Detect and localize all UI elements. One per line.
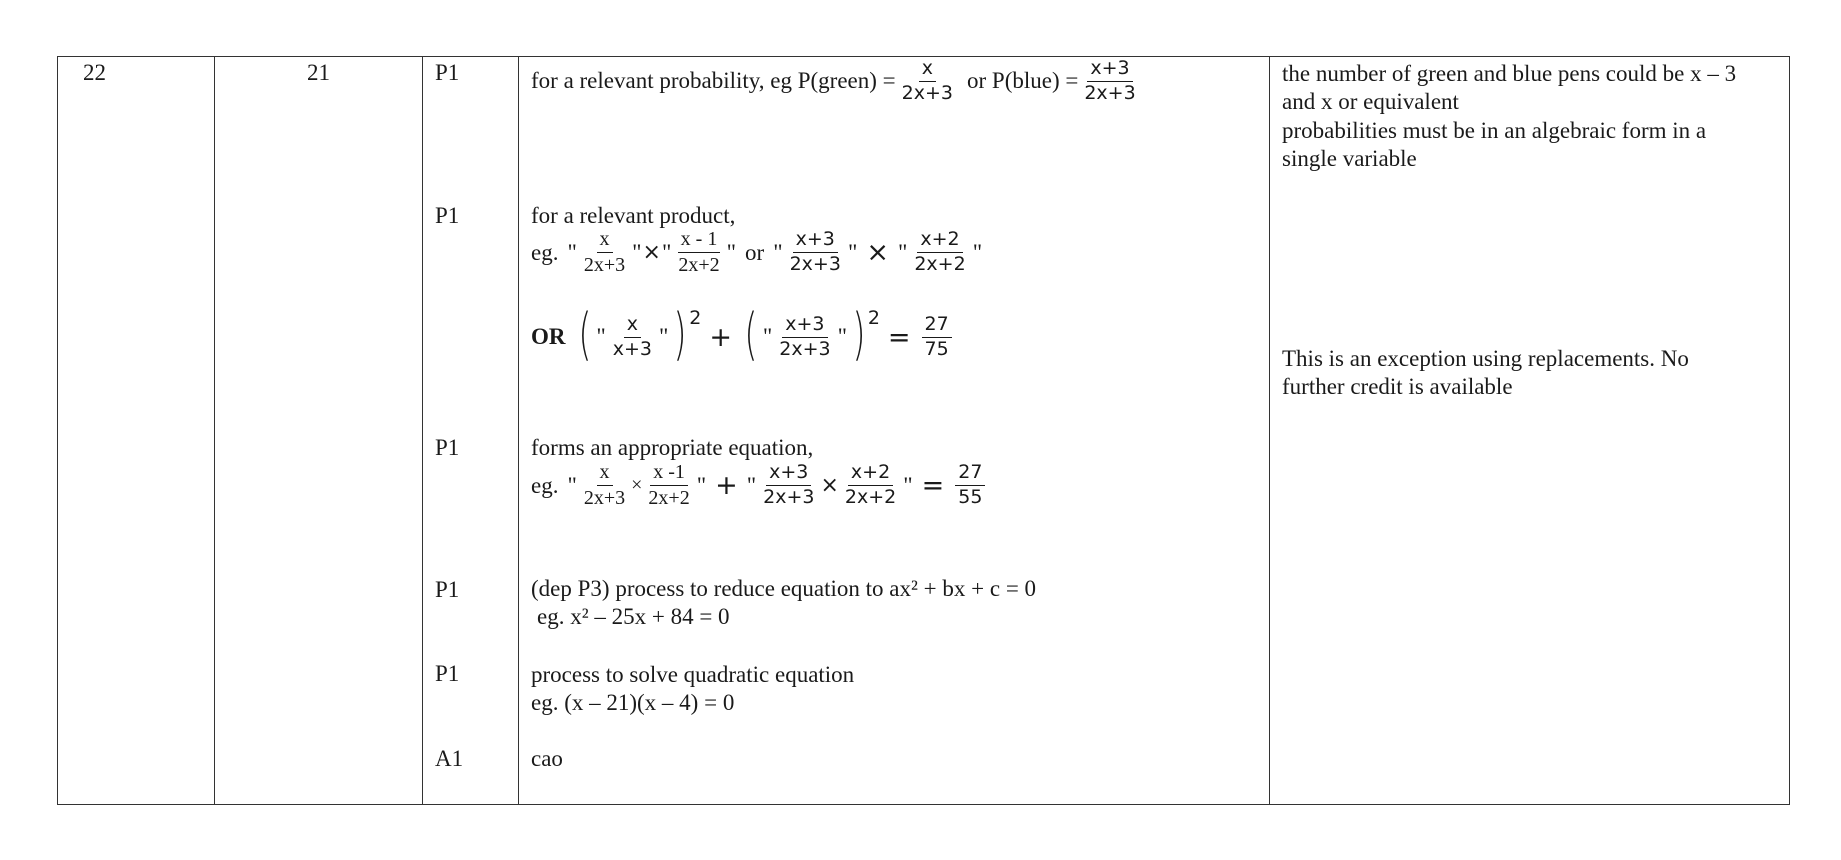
answer-value: 21 [307, 60, 330, 85]
reduce-equation-line: (dep P3) process to reduce equation to ax² + bx + c = 0 [531, 576, 1037, 601]
fraction-blue [1081, 59, 1138, 104]
result-fraction [922, 312, 952, 360]
fraction-denominator: x+3 [612, 337, 653, 360]
fraction [776, 312, 833, 360]
fraction-numerator: x+3 [793, 230, 838, 253]
solve-quadratic-example: eg. (x – 21)(x – 4) = 0 [531, 690, 735, 716]
mark-scheme-table [57, 56, 1790, 805]
working-cell [519, 57, 1270, 805]
mark-code: P1 [435, 203, 460, 228]
quote-mark: " [773, 239, 783, 265]
note-line: single variable [1282, 145, 1417, 171]
probability-expression [531, 59, 1142, 104]
open-paren: ( [577, 302, 591, 367]
power: 2 [867, 307, 880, 329]
fraction-numerator: x -1 [650, 462, 688, 486]
power: 2 [689, 307, 702, 329]
fraction-denominator: 2x+3 [779, 337, 831, 360]
question-number-cell [58, 57, 215, 805]
times-sign: × [631, 474, 643, 496]
eg-label: eg. [531, 472, 559, 498]
close-paren: ) [673, 302, 687, 367]
mark-cell [423, 57, 519, 805]
quote-mark: " [837, 324, 847, 349]
fraction-denominator: 2x+2 [648, 487, 690, 509]
fraction [760, 463, 817, 508]
quote-mark: " [567, 472, 577, 498]
mark-code: P1 [435, 577, 460, 602]
equals-sign: = [887, 321, 911, 353]
mark-code: P1 [435, 435, 460, 460]
fraction-denominator: 2x+3 [1084, 81, 1136, 104]
mark-code: P1 [435, 60, 460, 85]
open-paren: ( [744, 302, 758, 367]
times-sign: × [642, 240, 661, 265]
fraction-numerator: x [624, 315, 641, 338]
fraction [581, 462, 628, 509]
product-expression [531, 229, 983, 276]
note-line: This is an exception using replacements. No [1282, 346, 1689, 371]
quote-mark: " [567, 239, 577, 265]
fraction-denominator: 2x+2 [844, 486, 897, 508]
result-fraction [955, 463, 985, 508]
fraction-denominator: 2x+3 [583, 487, 626, 509]
fraction [842, 463, 899, 508]
equals-sign: = [921, 470, 945, 501]
or-text: or [745, 239, 765, 265]
notes-cell [1270, 57, 1790, 805]
reduce-equation-example: eg. x² – 25x + 84 = 0 [537, 604, 730, 630]
fraction-numerator: x [597, 229, 613, 253]
fraction-numerator: x+2 [848, 463, 893, 486]
times-sign: × [820, 473, 839, 498]
note-line: probabilities must be in an algebraic form in a [1282, 117, 1707, 143]
fraction-denominator: 2x+2 [678, 254, 720, 276]
fraction-numerator: 27 [955, 463, 985, 486]
fraction-denominator: 2x+3 [763, 486, 815, 508]
equation-title: forms an appropriate equation, [531, 435, 814, 460]
quote-mark: " [726, 239, 737, 265]
times-sign: × [866, 237, 889, 268]
product-title: for a relevant product, [531, 203, 736, 228]
quote-mark: " [661, 239, 672, 265]
close-paren: ) [852, 302, 866, 367]
solve-quadratic-line: process to solve quadratic equation [531, 662, 855, 687]
quote-mark: " [972, 239, 983, 265]
fraction-numerator: x+3 [782, 315, 827, 338]
fraction [911, 230, 968, 275]
fraction-green [899, 59, 956, 104]
fraction [645, 462, 692, 509]
fraction-numerator: x+2 [917, 230, 962, 253]
question-number: 22 [83, 60, 106, 85]
or-label: OR [531, 324, 566, 349]
fraction-numerator: x+3 [766, 463, 811, 486]
mark-code: A1 [435, 746, 464, 771]
quote-mark: " [762, 324, 773, 349]
fraction-denominator: 2x+3 [901, 81, 953, 104]
note-exception [1282, 345, 1782, 402]
quote-mark: " [659, 324, 669, 349]
plus-sign: + [715, 470, 738, 501]
fraction [610, 312, 655, 360]
fraction-numerator: x [919, 59, 936, 82]
quote-mark: " [746, 472, 757, 498]
mark-code: P1 [435, 661, 460, 686]
fraction-denominator: 2x+3 [583, 254, 626, 276]
answer-cell [215, 57, 423, 805]
cao-text: cao [531, 746, 563, 771]
or-text: or P(blue) = [967, 68, 1079, 94]
note-equivalent-forms [1282, 60, 1782, 173]
probability-text: for a relevant probability, eg P(green) = [531, 68, 896, 94]
table-row [58, 57, 1790, 805]
reduce-equation-text [531, 575, 1036, 632]
fraction-numerator: x - 1 [678, 229, 721, 253]
eg-label: eg. [531, 239, 559, 265]
fraction-denominator: 75 [924, 337, 949, 360]
quote-mark: " [847, 239, 858, 265]
note-line: and x or equivalent [1282, 89, 1459, 115]
quote-mark: " [897, 239, 908, 265]
fraction-denominator: 55 [958, 486, 983, 508]
fraction [787, 230, 844, 275]
note-line: further credit is available [1282, 374, 1513, 400]
note-line: the number of green and blue pens could be x – 3 [1282, 61, 1737, 86]
equation-expression [531, 462, 988, 509]
fraction-denominator: 2x+3 [789, 253, 841, 275]
fraction-numerator: x+3 [1087, 59, 1132, 82]
solve-quadratic-text [531, 661, 854, 718]
plus-sign: + [709, 321, 732, 353]
fraction-numerator: x [597, 462, 613, 486]
fraction-denominator: 2x+2 [914, 253, 966, 275]
quote-mark: " [903, 472, 913, 498]
fraction [675, 229, 722, 276]
fraction-numerator: 27 [922, 315, 952, 338]
fraction [581, 229, 628, 276]
quote-mark: " [596, 324, 606, 349]
quote-mark: " [696, 472, 707, 498]
quote-mark: " [632, 239, 642, 265]
or-alternative-expression [531, 302, 955, 367]
